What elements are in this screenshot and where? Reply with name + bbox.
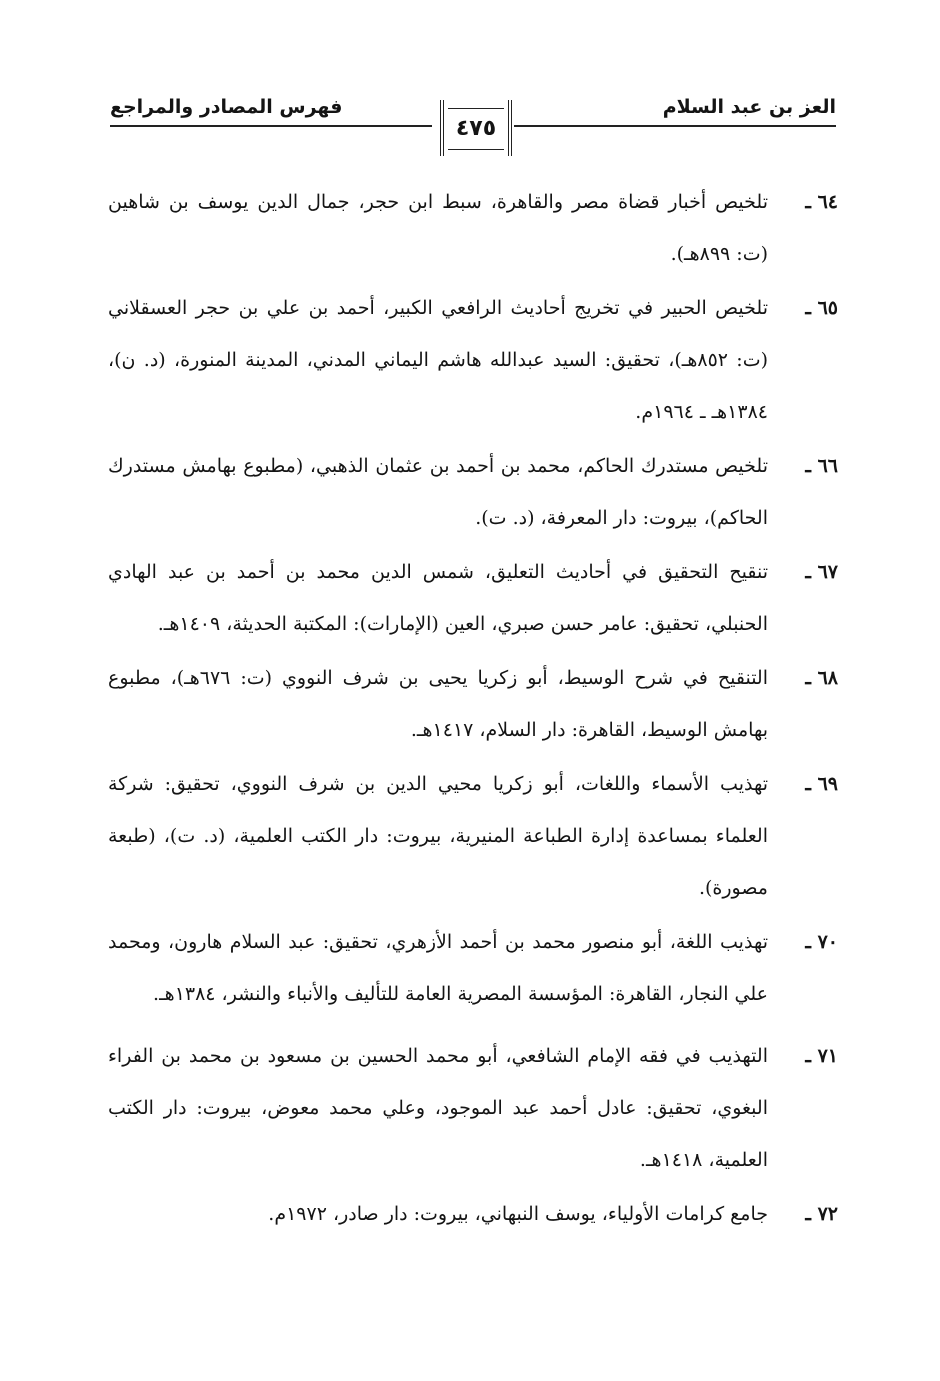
- bibliography-entry: [108, 916, 838, 1020]
- bibliography-entry: [108, 546, 838, 650]
- entry-text: تلخيص الحبير في تخريج أحاديث الرافعي الكبير، أحمد بن علي بن حجر العسقلاني (ت: ٨٥٢هـ)، تحقيق: السيد عبدالله هاشم اليماني المدني، المدينة المنورة، (د. ن)، ١٣٨٤هـ ـ ١٩٦٤م.: [108, 297, 768, 423]
- bibliography-entry: [108, 758, 838, 914]
- entry-text: تنقيح التحقيق في أحاديث التعليق، شمس الدين محمد بن أحمد بن عبد الهادي الحنبلي، تحقيق: عامر حسن صبري، العين (الإمارات): المكتبة الحديثة، ١٤٠٩هـ.: [108, 561, 768, 635]
- entry-text: التهذيب في فقه الإمام الشافعي، أبو محمد الحسين بن مسعود بن محمد بن الفراء البغوي، تحقيق: عادل أحمد عبد الموجود، وعلي محمد معوض، بيروت: دار الكتب العلمية، ١٤١٨هـ.: [108, 1045, 768, 1171]
- entry-number: ٦٨ ـ: [805, 667, 838, 689]
- bibliography-entry: [108, 1030, 838, 1186]
- bibliography-entry: [108, 440, 838, 544]
- page-number-frame: [440, 100, 512, 156]
- entry-text: تهذيب اللغة، أبو منصور محمد بن أحمد الأزهري، تحقيق: عبد السلام هارون، ومحمد علي النجار، القاهرة: المؤسسة المصرية العامة للتأليف والأنباء والنشر، ١٣٨٤هـ.: [108, 931, 768, 1005]
- entry-number: ٦٤ ـ: [805, 191, 838, 213]
- page-number: ٤٧٥: [455, 116, 497, 141]
- bibliography-entry: [108, 176, 838, 280]
- entry-text: تلخيص مستدرك الحاكم، محمد بن أحمد بن عثمان الذهبي، (مطبوع بهامش مستدرك الحاكم)، بيروت: دار المعرفة، (د. ت).: [108, 455, 768, 529]
- entry-number: ٦٩ ـ: [805, 773, 838, 795]
- entry-text: التنقيح في شرح الوسيط، أبو زكريا يحيى بن شرف النووي (ت: ٦٧٦هـ)، مطبوع بهامش الوسيط، القاهرة: دار السلام، ١٤١٧هـ.: [108, 667, 769, 741]
- bibliography-entry: [108, 282, 838, 438]
- running-head-section: فهرس المصادر والمراجع: [110, 96, 343, 118]
- bibliography-entry: [108, 1188, 838, 1240]
- header-rule-right: [514, 125, 836, 127]
- bibliography-list: [108, 176, 838, 1240]
- running-head-author: العز بن عبد السلام: [662, 96, 836, 118]
- header-rule-left: [110, 125, 432, 127]
- entry-number: ٧١ ـ: [805, 1045, 838, 1067]
- entry-number: ٦٧ ـ: [805, 561, 838, 583]
- entry-number: ٦٦ ـ: [805, 455, 838, 477]
- entry-text: جامع كرامات الأولياء، يوسف النبهاني، بيروت: دار صادر، ١٩٧٢م.: [268, 1203, 768, 1225]
- entry-text: تلخيص أخبار قضاة مصر والقاهرة، سبط ابن حجر، جمال الدين يوسف بن شاهين (ت: ٨٩٩هـ).: [108, 191, 768, 265]
- entry-number: ٧٠ ـ: [805, 931, 838, 953]
- page-header: [110, 86, 836, 166]
- entry-text: تهذيب الأسماء واللغات، أبو زكريا محيي الدين بن شرف النووي، تحقيق: شركة العلماء بمساعدة إدارة الطباعة المنيرية، بيروت: دار الكتب العلمية، (د. ت)، (طبعة مصورة).: [108, 773, 768, 899]
- entry-number: ٦٥ ـ: [805, 297, 838, 319]
- bibliography-entry: [108, 652, 838, 756]
- entry-number: ٧٢ ـ: [805, 1203, 838, 1225]
